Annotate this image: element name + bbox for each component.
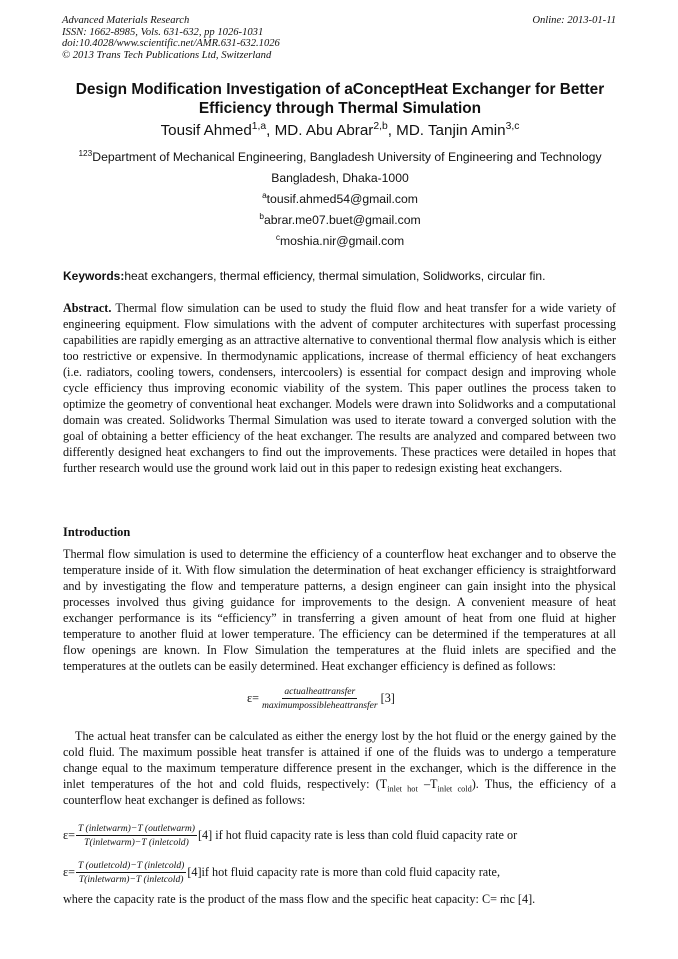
title-line-1: Design Modification Investigation of aConceptHeat Exchanger for Better: [75, 81, 605, 98]
keywords: [63, 268, 623, 284]
equation-efficiency-hot: [63, 823, 517, 848]
copyright: © 2013 Trans Tech Publications Ltd, Switzerland: [62, 49, 272, 61]
email-1[interactable]: $^a$tousif.ahmed54@gmail.com: [262, 189, 418, 206]
keywords-label: Keywords:: [63, 269, 125, 283]
abstract-label: Abstract.: [63, 301, 112, 315]
title-line-2: Efficiency through Thermal Simulation: [198, 100, 482, 117]
keywords-text: heat exchangers, thermal efficiency, thermal simulation, Solidworks, circular fin.: [124, 269, 546, 283]
section-heading-introduction: Introduction: [63, 525, 131, 539]
equation-efficiency: [247, 686, 395, 711]
author-sep: ,: [387, 122, 397, 139]
author-2-sup: 2,b: [373, 120, 388, 132]
online-date: Online: 2013-01-11: [532, 15, 616, 26]
eq2-numerator: T (inletwarm)−T (outletwarm): [78, 823, 195, 834]
eq3-lhs: ε=: [63, 865, 75, 879]
affiliation-line-2: Bangladesh, Dhaka-1000: [271, 171, 409, 185]
eq1-numerator: actualheattransfer: [284, 686, 356, 697]
eq3-numerator: T (outletcold)−T (inletcold): [78, 860, 185, 871]
eq1-ref: [3]: [380, 691, 395, 705]
author-1: Tousif Ahmed: [160, 122, 252, 139]
author-3-sup: 3,c: [505, 120, 520, 132]
author-2: MD. Abu Abrar: [274, 122, 374, 139]
eq3-fraction: [76, 860, 186, 885]
eq2-ref: [4] if hot fluid capacity rate is less than cold fluid capacity rate or: [198, 828, 518, 842]
email-2[interactable]: $^b$abrar.me07.buet@gmail.com: [259, 210, 421, 227]
intro-paragraph-1: Thermal flow simulation is used to determine the efficiency of a counterflow heat exchanger and to observe the temperature inside of it. With flow simulation the determination of heat exchanger efficiency is straightforward and by investigating the flow and temperature patterns, a design engineer can gain insight into the physical processes involved thus giving guidance for improvements to the design. A convenient measure of heat exchanger performance is its “efficiency” in transferring a given amount of heat from one fluid at higher temperature to another fluid at lower temperature. The efficiency can be determined if the temperatures at all flow openings are known. In Flow Simulation the temperatures at the fluid inlets are specified and the temperatures at the outlets can be easily determined. Heat exchanger efficiency is defined as follows:: [63, 547, 616, 674]
affiliation-sup: 123: [78, 147, 93, 158]
journal-name: Advanced Materials Research: [62, 15, 190, 26]
equation-efficiency-cold: [63, 860, 500, 885]
author-list: [40, 121, 640, 141]
abstract: [63, 300, 616, 477]
affiliation-block: [40, 147, 640, 252]
eq1-denominator: maximumpossibleheattransfer: [262, 700, 378, 711]
eq3-denominator: T(inletwarm)−T (inletcold): [78, 874, 184, 885]
author-3: MD. Tanjin Amin: [396, 122, 506, 139]
abstract-text: Thermal flow simulation can be used to study the fluid flow and heat transfer for a wide variety of engineering equipment. Flow simulations with the advent of computer architectures with superfast processing capabilities are rapidly emerging as an attractive alternative to conventional thermal flow analysis which is either too restrictive or expensive. In thermodynamic applications, increase of thermal efficiency of heat exchangers (i.e. radiators, cooling towers, condensers, intercoolers) is essential for compact design and improving whole cycle efficiency thus improving economic viability of the system. This paper outlines the process taken to optimize the geometry of conventional heat exchanger. Models were drawn into Solidworks and a computational domain was created. Solidworks Thermal Simulation was used to iterate toward a converged solution with the goal of obtaining a better efficiency of the heat exchanger. The results are analyzed and compared between two differently designed heat exchangers to find out the improvements. These practices were detailed in hopes that further research would use the ground work laid out in this paper to redesign existing heat exchangers.: [63, 301, 616, 476]
email-3[interactable]: $^c$moshia.nir@gmail.com: [275, 231, 405, 248]
affiliation-line-1: $^{123}$Department of Mechanical Engineering, Bangladesh University of Engineering and Technology: [78, 147, 602, 164]
eq2-lhs: ε=: [63, 828, 75, 842]
author-1-sup: 1,a: [251, 120, 267, 132]
paper-title: [40, 80, 640, 118]
capacity-rate-line: where the capacity rate is the product of the mass flow and the specific heat capacity: C= ṁc [4].: [63, 892, 536, 906]
author-sep: ,: [266, 122, 275, 139]
eq2-denominator: T(inletwarm)−T (inletcold): [84, 837, 189, 848]
intro-paragraph-2: The actual heat transfer can be calculated as either the energy lost by the hot fluid or the energy gained by the cold fluid. The maximum possible heat transfer is attained if one of the fluids was to undergo a temperature change equal to the maximum temperature difference present in the exchanger, which is the difference in the inlet temperatures of the hot and cold fluids, respectively: ($T_{inlet hot}$ $-T_{inlet cold}$). Thus, the efficiency of a counterflow heat exchanger is defined as follows:: [63, 729, 616, 808]
eq1-lhs: ε=: [247, 691, 259, 705]
eq1-fraction: [260, 686, 380, 711]
eq3-ref: [4]if hot fluid capacity rate is more than cold fluid capacity rate,: [187, 865, 500, 879]
running-header: [62, 15, 616, 61]
doi[interactable]: doi:10.4028/www.scientific.net/AMR.631-632.1026: [62, 38, 280, 50]
issn: ISSN: 1662-8985, Vols. 631-632, pp 1026-1031: [62, 26, 264, 38]
eq2-fraction: [76, 823, 197, 848]
